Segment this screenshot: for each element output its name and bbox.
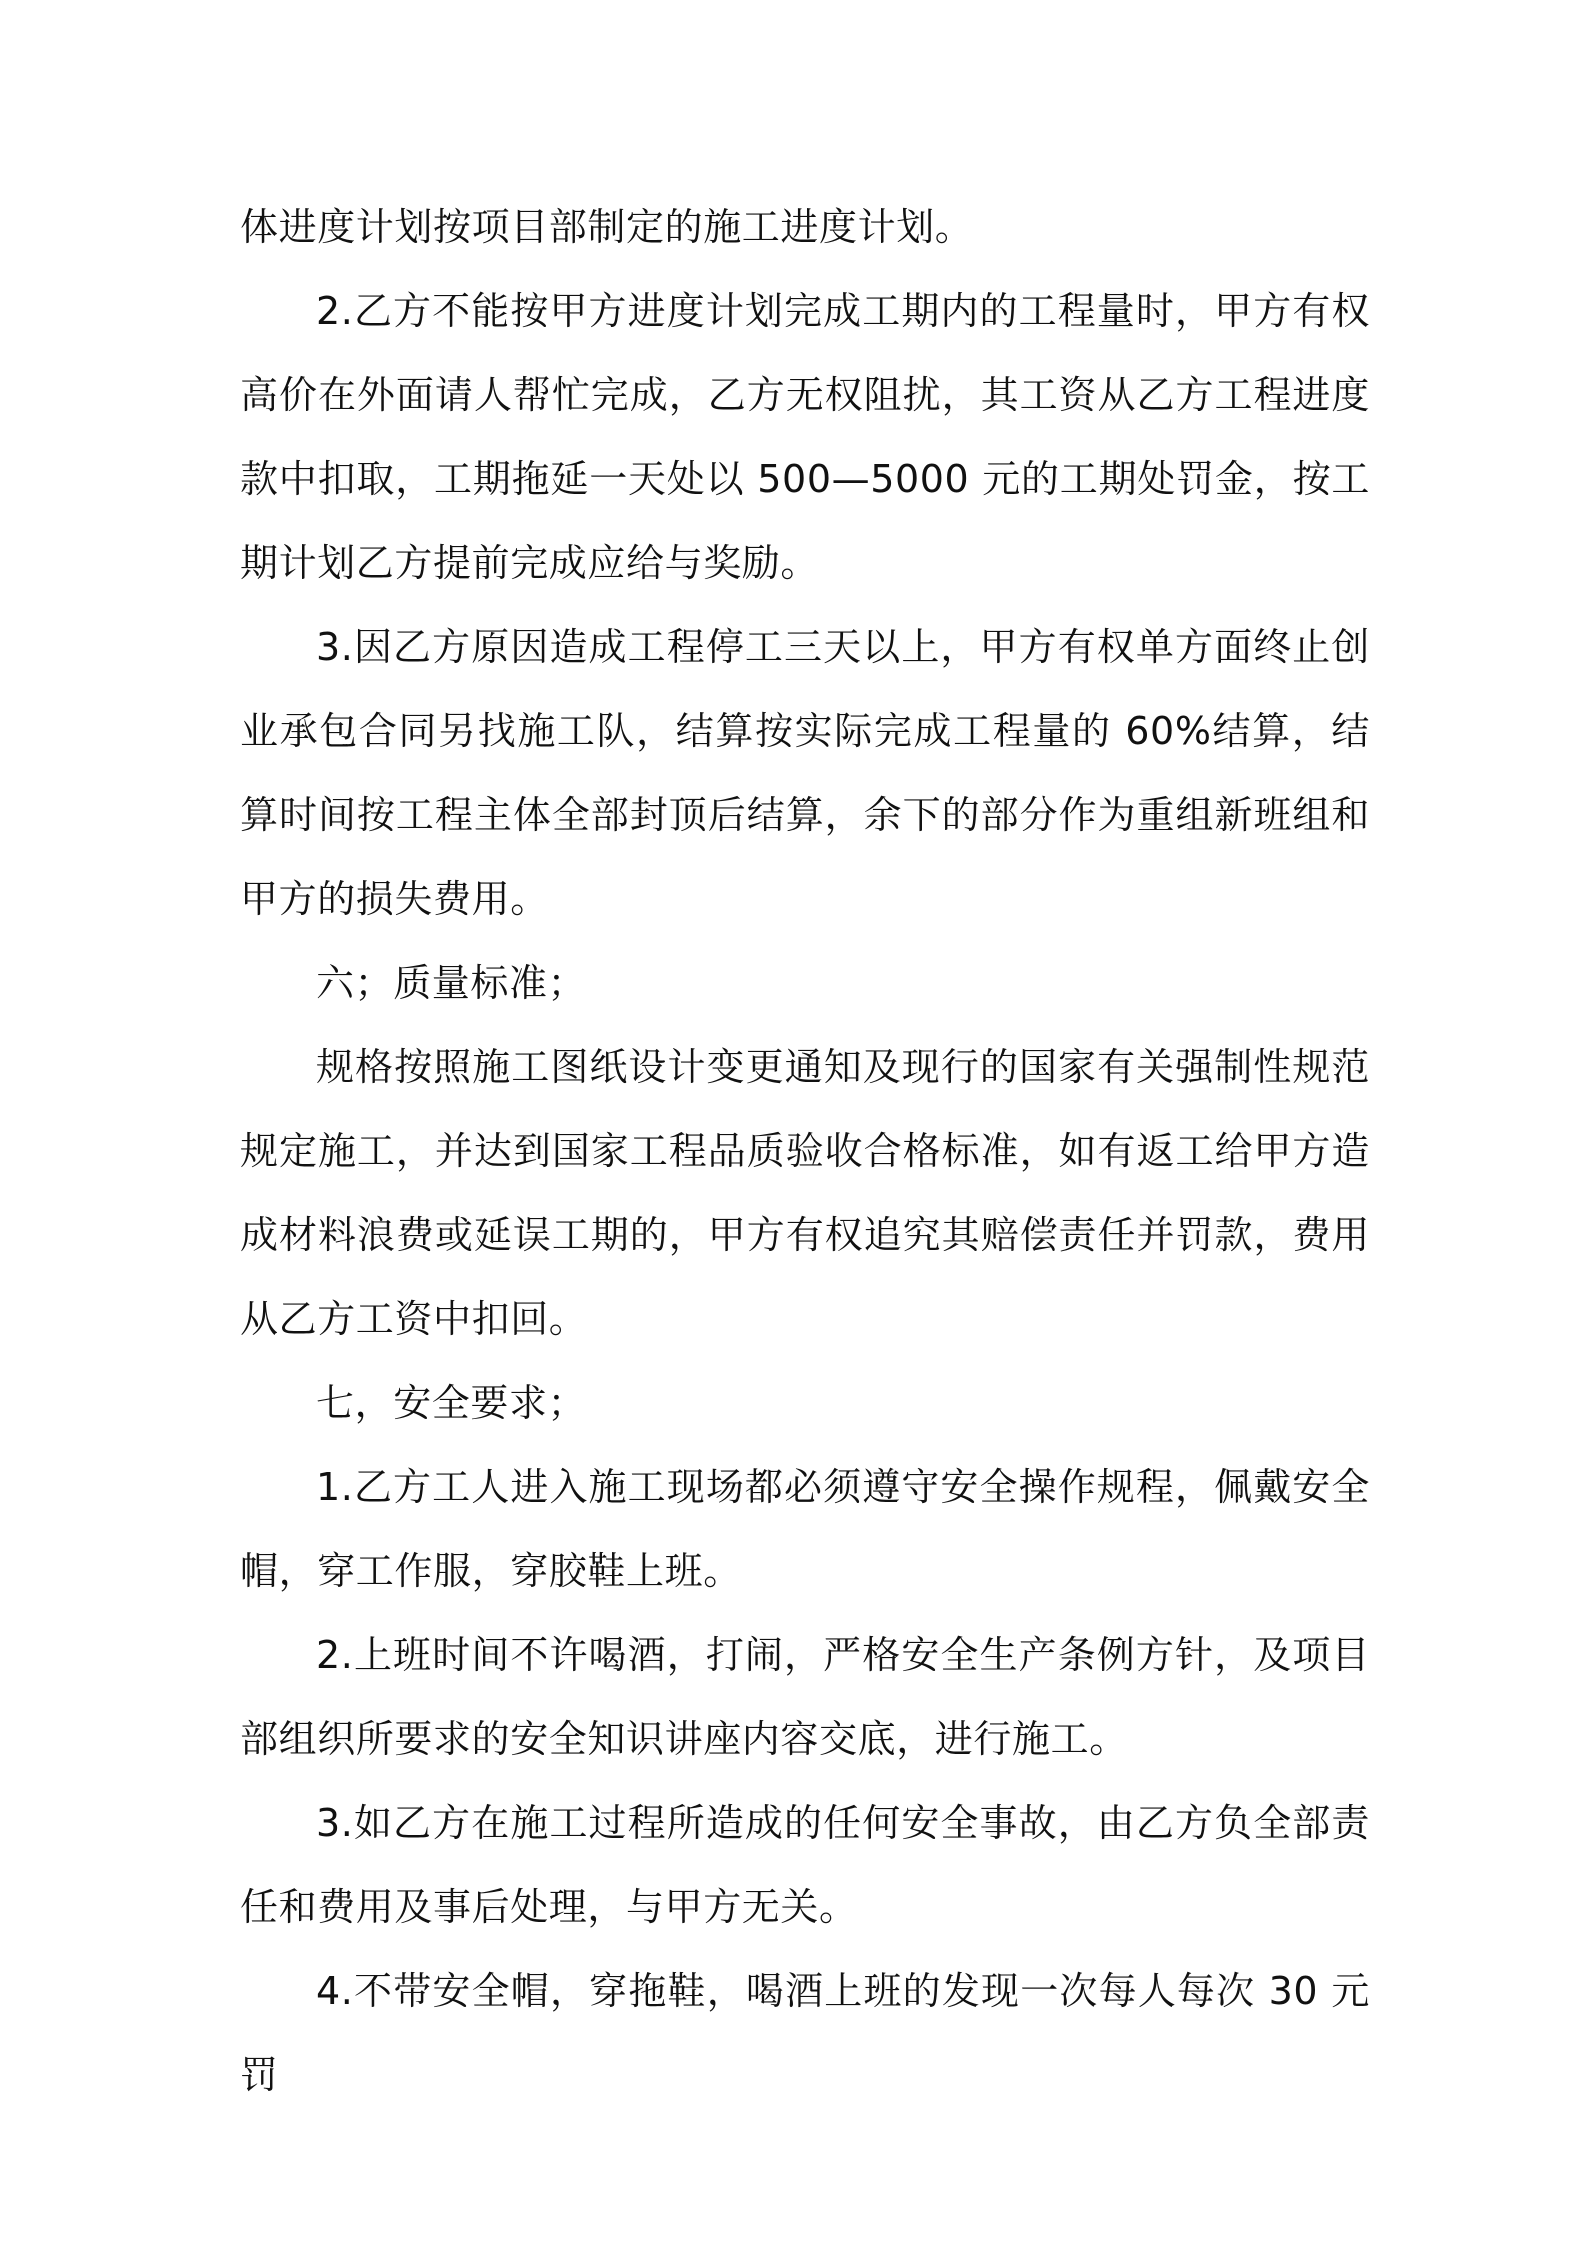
- paragraph-clause-3-termination: 3.因乙方原因造成工程停工三天以上，甲方有权单方面终止创业承包合同另找施工队，结算按实际完成工程量的 60%结算，结算时间按工程主体全部封顶后结算，余下的部分作为重组新班组和甲方的损失费用。: [240, 625, 1370, 921]
- paragraph-safety-2: 2.上班时间不许喝酒，打闹，严格安全生产条例方针，及项目部组织所要求的安全知识讲座内容交底，进行施工。: [240, 1633, 1370, 1761]
- document-body: [240, 185, 1370, 2117]
- section-heading-safety-requirements: 七，安全要求；: [316, 1381, 587, 1425]
- paragraph-safety-1: 1.乙方工人进入施工现场都必须遵守安全操作规程，佩戴安全帽，穿工作服，穿胶鞋上班。: [240, 1465, 1370, 1593]
- paragraph-clause-2-delay: 2.乙方不能按甲方进度计划完成工期内的工程量时，甲方有权高价在外面请人帮忙完成，乙方无权阻扰，其工资从乙方工程进度款中扣取，工期拖延一天处以 500—5000 元的工期处罚金，按工期计划乙方提前完成应给与奖励。: [240, 289, 1370, 585]
- paragraph-safety-3: 3.如乙方在施工过程所造成的任何安全事故，由乙方负全部责任和费用及事后处理，与甲方无关。: [240, 1801, 1370, 1929]
- paragraph-quality-specification: 规格按照施工图纸设计变更通知及现行的国家有关强制性规范规定施工，并达到国家工程品质验收合格标准，如有返工给甲方造成材料浪费或延误工期的，甲方有权追究其赔偿责任并罚款，费用从乙方工资中扣回。: [240, 1045, 1370, 1341]
- section-heading-quality-standard: 六；质量标准；: [316, 961, 587, 1005]
- paragraph-progress-plan-continued: 体进度计划按项目部制定的施工进度计划。: [240, 205, 974, 249]
- paragraph-safety-4: 4.不带安全帽，穿拖鞋，喝酒上班的发现一次每人每次 30 元罚: [240, 1969, 1370, 2097]
